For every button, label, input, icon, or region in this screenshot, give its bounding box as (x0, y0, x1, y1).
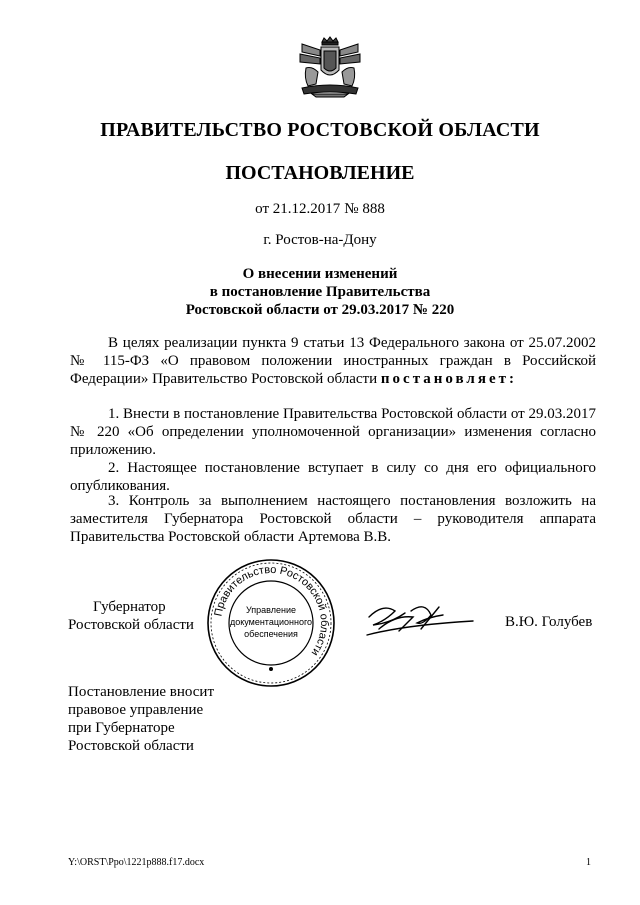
subject-line-1: О внесении изменений (242, 266, 398, 282)
file-path: Y:\ORST\Ppo\1221p888.f17.docx (68, 857, 205, 868)
document-subject (0, 265, 640, 319)
document-city: г. Ростов-на-Дону (263, 232, 377, 248)
stamp-line-1: Управление (245, 605, 297, 615)
preamble-paragraph (70, 334, 596, 388)
document-date-line (0, 201, 640, 218)
handwritten-signature (365, 595, 475, 640)
stamp-line-3: обеспечения (244, 629, 298, 639)
preamble-text: В целях реализации пункта 9 статьи 13 Федерального закона от 25.07.2002 № 115-ФЗ «О правовом положении иностранных граждан в Российской Федерации» Правительство Ростовской области (70, 335, 596, 387)
signatory-name: В.Ю. Голубев (505, 614, 593, 630)
signatory-title-line-2: Ростовской области (68, 617, 194, 633)
document-number: № 888 (344, 201, 385, 217)
official-stamp (205, 557, 337, 689)
page-number: 1 (586, 857, 591, 868)
signatory-title-line-1: Губернатор (93, 599, 166, 615)
organization-title: ПРАВИТЕЛЬСТВО РОСТОВСКОЙ ОБЛАСТИ (100, 119, 540, 141)
stamp-ring-text: Правительство Ростовской области (212, 563, 331, 659)
submitter-note-line-4: Ростовской области (68, 738, 194, 754)
submitter-note (68, 683, 214, 755)
item-1-paragraph: 1. Внести в постановление Правительства Ростовской области от 29.03.2017 № 220 «Об определении уполномоченной организации» изменения согласно приложению. (70, 406, 596, 458)
item-2-paragraph: 2. Настоящее постановление вступает в силу со дня его официального опубликования. (70, 460, 596, 494)
stamp-line-2: документационного (229, 617, 313, 627)
signatory-title (68, 598, 218, 634)
submitter-note-line-1: Постановление вносит (68, 684, 215, 700)
item-3-paragraph: 3. Контроль за выполнением настоящего постановления возложить на заместителя Губернатора Ростовской области – руководителя аппарата Правительства Ростовской области Артемова В.В. (70, 493, 596, 545)
coat-of-arms-icon (292, 36, 368, 98)
submitter-note-line-3: при Губернаторе (68, 720, 175, 736)
document-type: ПОСТАНОВЛЕНИЕ (225, 162, 415, 184)
submitter-note-line-2: правовое управление (68, 702, 204, 718)
subject-line-2: в постановление Правительства (209, 284, 431, 300)
document-date: от 21.12.2017 (255, 201, 341, 217)
subject-line-3: Ростовской области от 29.03.2017 № 220 (185, 302, 455, 318)
decree-word: постановляет: (380, 371, 517, 387)
